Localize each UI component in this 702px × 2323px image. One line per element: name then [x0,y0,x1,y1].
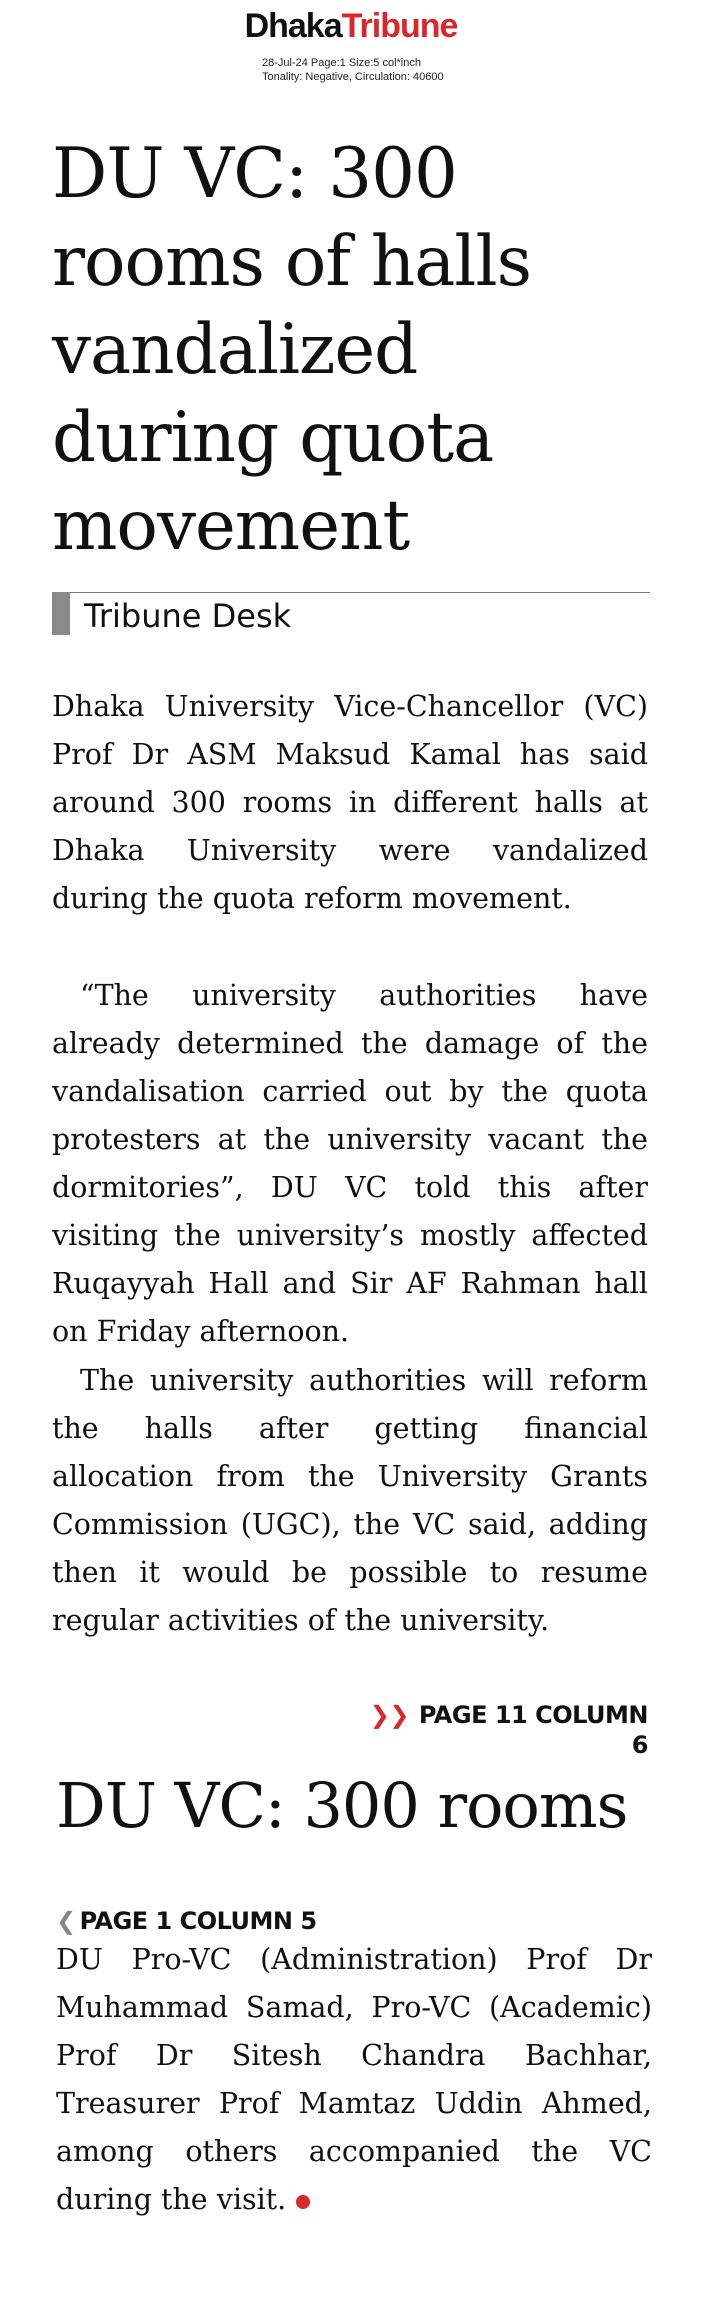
continuation-headline: DU VC: 300 rooms [56,1769,628,1842]
meta-line-2: Tonality: Negative, Circulation: 40600 [262,71,444,83]
continued-from [56,1906,317,1936]
masthead-part1: Dhaka [244,7,342,45]
continued-from-label: PAGE 1 COLUMN 5 [79,1907,317,1935]
article-paragraph-3: The university authorities will reform the halls after getting financial allocation from the University Grants Commission (UGC), the VC said, adding then it would be possible to resume regular activities of the university. [52,1364,648,1637]
meta-line-1: 28-Jul-24 Page:1 Size:5 col*inch [262,57,421,69]
byline: Tribune Desk [84,597,292,635]
jump-arrow-icon: ❯❯ [369,1701,409,1729]
byline-bar [52,592,70,635]
jump-line [346,1700,648,1760]
article-headline: DU VC: 300 rooms of halls vandalized during quota movement [52,134,531,566]
jump-label: PAGE 11 COLUMN 6 [418,1701,648,1759]
clipping-meta [262,56,502,84]
masthead-part2: Tribune [341,7,458,45]
article-paragraph-2: “The university authorities have already determined the damage of the vandalisation carried out by the quota protesters at the university vacant the dormitories”, DU VC told this after visiting the university’s mostly affected Ruqayyah Hall and Sir AF Rahman hall on Friday afternoon. [52,979,648,1348]
end-mark-icon [296,2195,310,2209]
byline-rule [52,592,650,593]
continuation-text: DU Pro-VC (Administration) Prof Dr Muhammad Samad, Pro-VC (Academic) Prof Dr Sitesh Chandra Bachhar, Treasurer Prof Mamtaz Uddin Ahmed, among others accompanied the VC during the visit. [56,1943,652,2216]
article-paragraph-1: Dhaka University Vice-Chancellor (VC) Prof Dr ASM Maksud Kamal has said around 300 rooms in different halls at Dhaka University were vandalized during the quota reform movement. [52,690,648,915]
masthead-logo [0,8,702,44]
back-arrow-icon: ❮ [56,1907,76,1935]
continuation-paragraph [56,1936,652,2224]
